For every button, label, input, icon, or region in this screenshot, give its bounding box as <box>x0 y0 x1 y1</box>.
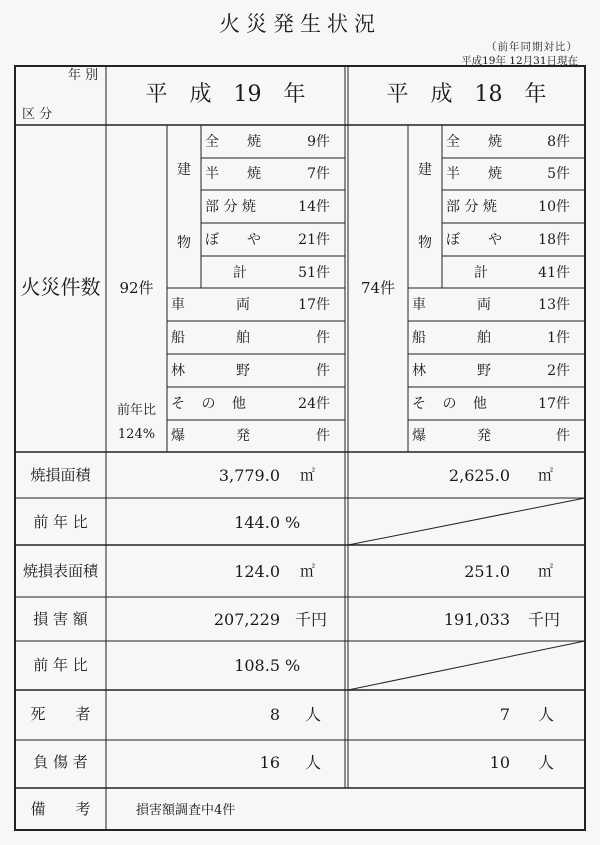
other-item-previous: 件 <box>556 428 570 444</box>
building-label-top-prev: 建 <box>418 162 432 178</box>
other-item-right: 両 <box>236 297 250 313</box>
other-item-previous: 13件 <box>538 297 570 313</box>
as-of-date: 平成19年 12月31日現在 <box>461 55 578 67</box>
burned-area-ratio-label: 前 年 比 <box>33 513 88 531</box>
building-label-top: 建 <box>177 162 191 178</box>
other-item-right-prev: 発 <box>477 428 491 444</box>
other-item-right-prev: 舶 <box>477 330 491 346</box>
deaths-current: 8 <box>269 705 280 724</box>
other-item-left: 車 <box>171 297 185 313</box>
other-item-left-prev: 林 <box>412 363 426 379</box>
burned-surface-label: 焼損表面積 <box>22 562 98 580</box>
remarks-text: 損害額調査中4件 <box>136 803 236 818</box>
fire-count-ratio-value: 124% <box>117 427 156 442</box>
other-item-left: 爆 <box>171 428 185 444</box>
header-year-label: 年 別 <box>68 68 99 83</box>
fire-count-label: 火災件数 <box>20 275 101 299</box>
comparison-note: （前年同期対比） <box>486 41 578 53</box>
damage-current: 207,229 <box>213 610 280 629</box>
page-title: 火災発生状況 <box>219 12 381 36</box>
burned-surface-unit: ㎡ <box>300 562 316 580</box>
deaths-previous: 7 <box>499 705 510 724</box>
building-item-current: 51件 <box>298 265 330 281</box>
damage-previous: 191,033 <box>443 610 510 629</box>
damage-label: 損 害 額 <box>33 610 88 628</box>
building-item-label-prev: 半 焼 <box>446 166 502 182</box>
building-item-current: 7件 <box>307 166 330 182</box>
building-item-current: 14件 <box>298 199 330 215</box>
other-item-right-prev: 両 <box>477 297 491 313</box>
other-item-current: 件 <box>316 363 330 379</box>
other-item-left-prev: 車 <box>412 297 426 313</box>
other-item-left-prev: 船 <box>412 330 426 346</box>
damage-ratio-value: 108.5 <box>234 656 280 675</box>
other-item-left: そ の 他 <box>171 396 252 412</box>
injured-unit-prev: 人 <box>538 753 555 772</box>
other-item-current: 24件 <box>298 396 330 412</box>
building-item-previous: 10件 <box>538 199 570 215</box>
injured-unit: 人 <box>305 753 322 772</box>
other-item-left: 林 <box>171 363 185 379</box>
deaths-unit: 人 <box>305 705 322 724</box>
damage-ratio-unit: % <box>285 656 301 675</box>
building-item-previous: 18件 <box>538 232 570 248</box>
burned-area-label: 焼損面積 <box>30 466 91 484</box>
burned-area-unit: ㎡ <box>300 466 316 484</box>
burned-area-ratio-value: 144.0 <box>234 513 280 532</box>
damage-unit-prev: 千円 <box>528 610 561 629</box>
building-item-current: 21件 <box>298 232 330 248</box>
injured-current: 16 <box>259 753 280 772</box>
building-item-label-prev: ぼ や <box>446 232 502 248</box>
building-item-previous: 5件 <box>547 166 570 182</box>
other-item-left-prev: 爆 <box>412 428 426 444</box>
burned-surface-current: 124.0 <box>234 562 280 581</box>
building-item-label-prev: 計 <box>474 265 488 281</box>
burned-area-previous: 2,625.0 <box>448 466 510 485</box>
building-item-previous: 8件 <box>547 134 570 150</box>
burned-area-unit-prev: ㎡ <box>538 466 554 484</box>
other-item-current: 件 <box>316 428 330 444</box>
other-item-right: 舶 <box>236 330 250 346</box>
burned-surface-previous: 251.0 <box>464 562 510 581</box>
fire-count-ratio-label: 前年比 <box>116 403 156 418</box>
other-item-previous: 17件 <box>538 396 570 412</box>
other-item-left: 船 <box>171 330 185 346</box>
other-item-right: 野 <box>236 363 250 379</box>
header-category-label: 区 分 <box>22 107 53 122</box>
burned-area-ratio-unit: % <box>285 513 301 532</box>
burned-area-current: 3,779.0 <box>218 466 280 485</box>
remarks-label: 備 考 <box>30 800 91 818</box>
deaths-unit-prev: 人 <box>538 705 555 724</box>
burned-surface-unit-prev: ㎡ <box>538 562 554 580</box>
building-item-previous: 41件 <box>538 265 570 281</box>
building-item-label: 計 <box>233 265 247 281</box>
other-item-left-prev: そ の 他 <box>412 396 493 412</box>
building-item-current: 9件 <box>307 134 330 150</box>
injured-label: 負 傷 者 <box>33 753 88 771</box>
building-label-bottom: 物 <box>177 235 191 251</box>
building-item-label: 全 焼 <box>205 134 261 150</box>
other-item-current: 件 <box>316 330 330 346</box>
injured-previous: 10 <box>489 753 510 772</box>
damage-unit: 千円 <box>295 610 328 629</box>
building-item-label-prev: 全 焼 <box>446 134 502 150</box>
other-item-current: 17件 <box>298 297 330 313</box>
other-item-previous: 2件 <box>547 363 570 379</box>
building-item-label: 半 焼 <box>205 166 261 182</box>
building-item-label: ぼ や <box>205 232 261 248</box>
building-item-label-prev: 部 分 焼 <box>446 199 497 215</box>
header-year-current: 平 成 19 年 <box>145 82 306 107</box>
other-item-previous: 1件 <box>547 330 570 346</box>
building-label-bottom-prev: 物 <box>418 235 432 251</box>
other-item-right: 発 <box>236 428 250 444</box>
deaths-label: 死 者 <box>30 705 91 723</box>
header-year-previous: 平 成 18 年 <box>386 82 547 107</box>
fire-count-current-total: 92件 <box>119 279 154 297</box>
other-item-right-prev: 野 <box>477 363 491 379</box>
fire-count-previous-total: 74件 <box>360 279 396 297</box>
damage-ratio-label: 前 年 比 <box>33 656 88 674</box>
building-item-label: 部 分 焼 <box>205 199 256 215</box>
